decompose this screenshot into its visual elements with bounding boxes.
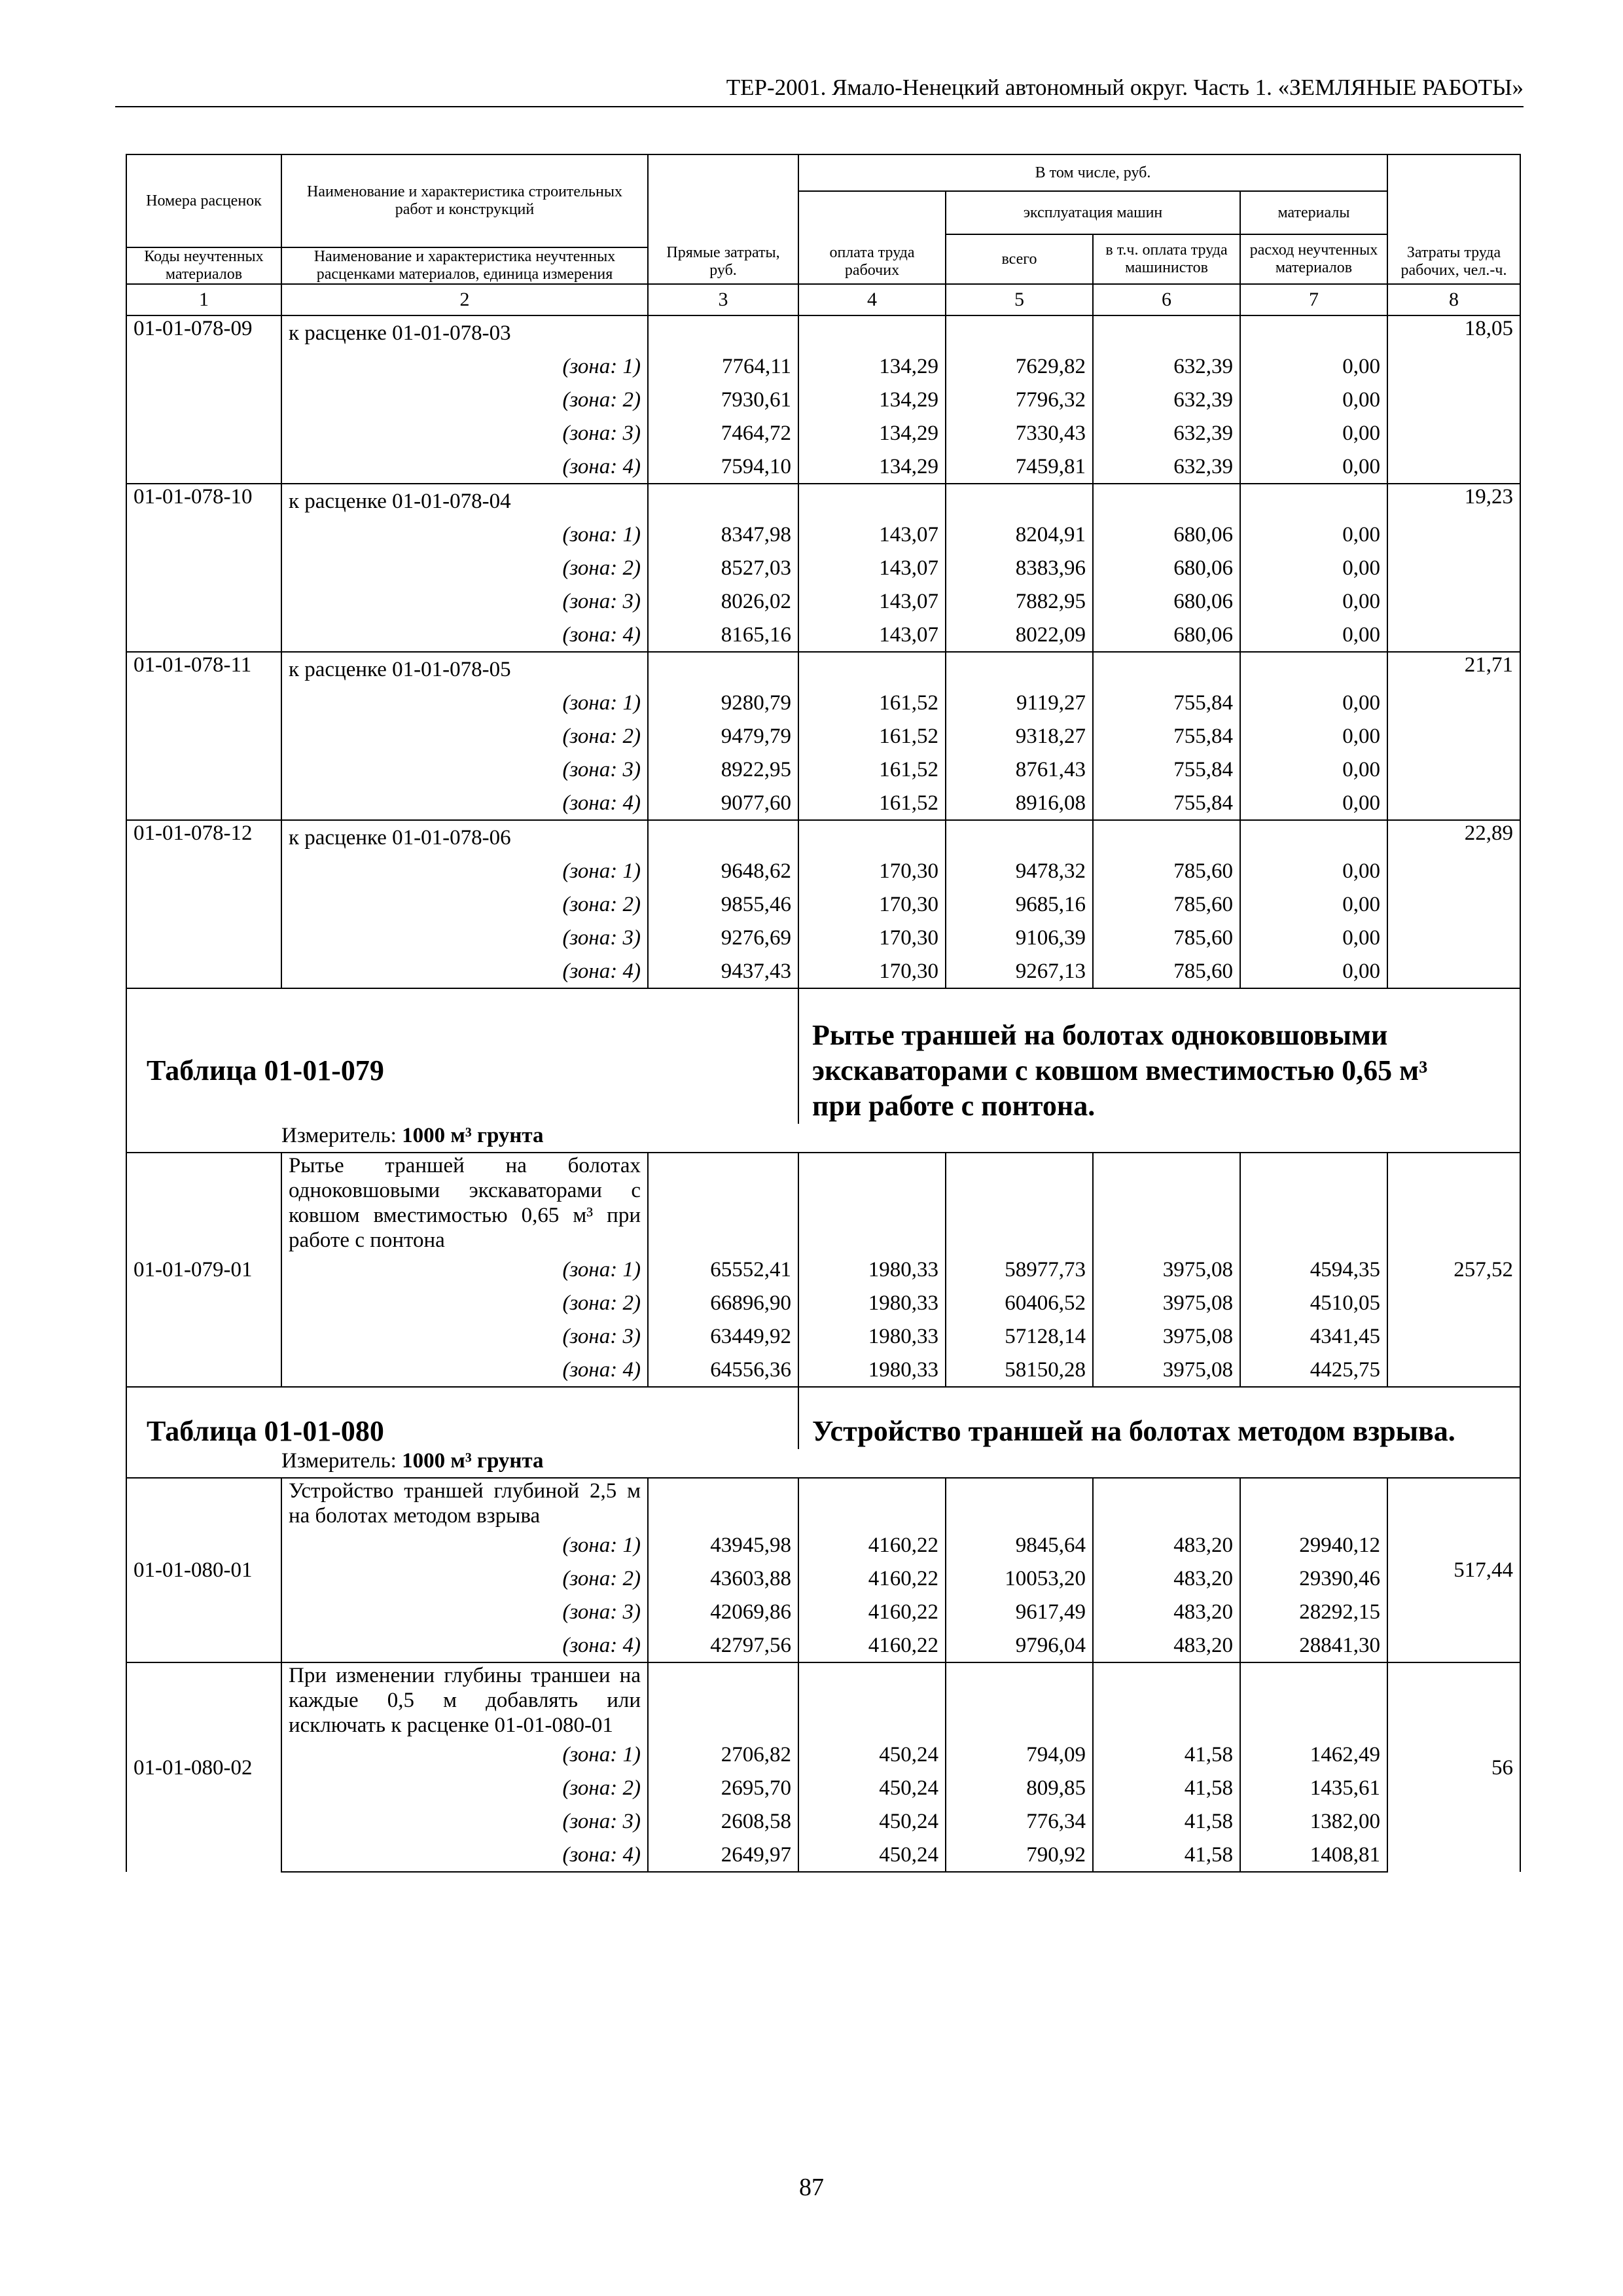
table-title: Таблица 01-01-080 [126,1387,798,1449]
table-row [126,518,1520,551]
rate-name: к расценке 01-01-078-06 [281,820,648,854]
table-row [126,551,1520,584]
wages-cell: 1980,33 [798,1286,946,1319]
table-row [126,315,1520,350]
wages-cell: 161,52 [798,786,946,820]
table-row [126,383,1520,416]
zone-label: (зона: 4) [281,618,648,652]
wages-cell: 4160,22 [798,1595,946,1628]
zone-label: (зона: 3) [281,921,648,954]
table-row [126,1253,1520,1286]
machines-cell: 58977,73 [946,1253,1093,1286]
operators-cell: 483,20 [1093,1628,1240,1662]
materials-cell: 0,00 [1240,350,1387,383]
machines-cell: 8022,09 [946,618,1093,652]
operators-cell: 41,58 [1093,1738,1240,1771]
table-row [126,484,1520,518]
operators-cell [1093,1662,1240,1738]
wages-cell: 4160,22 [798,1528,946,1562]
materials-cell: 0,00 [1240,786,1387,820]
table-row [126,1838,1520,1872]
header-direct: Прямые затраты, руб. [648,154,798,284]
labor-cell: 19,23 [1387,484,1520,652]
machines-cell: 9845,64 [946,1528,1093,1562]
wages-cell: 1980,33 [798,1253,946,1286]
wages-cell: 143,07 [798,518,946,551]
table-row [126,719,1520,753]
machines-cell: 9119,27 [946,686,1093,719]
measure-unit: Измеритель: 1000 м³ грунта [126,1124,1520,1153]
table-row [126,1595,1520,1628]
rate-name: к расценке 01-01-078-04 [281,484,648,518]
wages-cell: 4160,22 [798,1628,946,1662]
table-row [126,888,1520,921]
direct-cost-cell: 65552,41 [648,1253,798,1286]
wages-cell: 450,24 [798,1771,946,1804]
machines-cell: 790,92 [946,1838,1093,1872]
wages-cell: 4160,22 [798,1562,946,1595]
direct-cost-cell: 9276,69 [648,921,798,954]
machines-cell [946,652,1093,686]
direct-cost-cell [648,484,798,518]
rate-code: 01-01-078-10 [126,484,281,652]
column-index: 1 [126,284,281,315]
machines-cell: 7459,81 [946,450,1093,484]
zone-label: (зона: 4) [281,450,648,484]
header-codes: Коды неучтенных материалов [126,247,281,284]
wages-cell: 134,29 [798,416,946,450]
direct-cost-cell: 8922,95 [648,753,798,786]
zone-label: (зона: 2) [281,1771,648,1804]
price-table [126,154,1521,1873]
table-row [126,1628,1520,1662]
rate-code: 01-01-080-02 [126,1662,281,1872]
operators-cell [1093,652,1240,686]
direct-cost-cell: 42069,86 [648,1595,798,1628]
zone-label: (зона: 2) [281,719,648,753]
column-index: 5 [946,284,1093,315]
zone-label: (зона: 1) [281,1253,648,1286]
direct-cost-cell: 2608,58 [648,1804,798,1838]
direct-cost-cell: 9077,60 [648,786,798,820]
direct-cost-cell: 7464,72 [648,416,798,450]
machines-cell: 57128,14 [946,1319,1093,1353]
column-index: 6 [1093,284,1240,315]
wages-cell: 161,52 [798,686,946,719]
table-row [126,1738,1520,1771]
zone-label: (зона: 3) [281,584,648,618]
table-row [126,1528,1520,1562]
zone-label: (зона: 3) [281,1595,648,1628]
table-01-01-079-heading [126,988,1520,1124]
zone-label: (зона: 2) [281,1286,648,1319]
rate-code: 01-01-078-12 [126,820,281,988]
table-row [126,584,1520,618]
direct-cost-cell: 9479,79 [648,719,798,753]
direct-cost-cell: 2706,82 [648,1738,798,1771]
zone-label: (зона: 4) [281,954,648,988]
zone-label: (зона: 1) [281,854,648,888]
operators-cell: 483,20 [1093,1528,1240,1562]
labor-cell: 21,71 [1387,652,1520,820]
wages-cell [798,1153,946,1253]
header-materials: материалы [1240,191,1387,234]
direct-cost-cell [648,1662,798,1738]
direct-cost-cell: 7764,11 [648,350,798,383]
materials-cell: 29940,12 [1240,1528,1387,1562]
operators-cell: 3975,08 [1093,1253,1240,1286]
wages-cell: 170,30 [798,921,946,954]
direct-cost-cell: 8026,02 [648,584,798,618]
wages-cell: 450,24 [798,1804,946,1838]
machines-cell: 9106,39 [946,921,1093,954]
machines-cell: 7882,95 [946,584,1093,618]
machines-cell: 9796,04 [946,1628,1093,1662]
direct-cost-cell: 7930,61 [648,383,798,416]
zone-label: (зона: 4) [281,786,648,820]
rate-code: 01-01-078-09 [126,315,281,484]
materials-cell: 0,00 [1240,686,1387,719]
zone-label: (зона: 4) [281,1353,648,1387]
rate-name: к расценке 01-01-078-03 [281,315,648,350]
machines-cell: 60406,52 [946,1286,1093,1319]
header-wages: оплата труда рабочих [798,191,946,284]
table-description: Рытье траншей на болотах одноковшовыми экскаваторами с ковшом вместимостью 0,65 м³ при работе с понтона. [798,988,1520,1124]
column-index: 2 [281,284,648,315]
zone-label: (зона: 3) [281,1804,648,1838]
labor-cell: 56 [1387,1662,1520,1872]
materials-cell: 4425,75 [1240,1353,1387,1387]
table-row [126,753,1520,786]
machines-cell: 9267,13 [946,954,1093,988]
table-row [126,1319,1520,1353]
materials-cell [1240,1662,1387,1738]
materials-cell: 1382,00 [1240,1804,1387,1838]
operators-cell [1093,484,1240,518]
table-row [126,618,1520,652]
column-index: 4 [798,284,946,315]
table-01-01-080-heading [126,1387,1520,1449]
zone-label: (зона: 2) [281,551,648,584]
direct-cost-cell: 42797,56 [648,1628,798,1662]
direct-cost-cell: 8347,98 [648,518,798,551]
direct-cost-cell: 43945,98 [648,1528,798,1562]
table-row [126,1804,1520,1838]
machines-cell: 8204,91 [946,518,1093,551]
wages-cell: 134,29 [798,350,946,383]
table-row [126,1662,1520,1738]
page-number: 87 [799,2174,824,2201]
operators-cell: 632,39 [1093,450,1240,484]
table-row [126,450,1520,484]
operators-cell: 785,60 [1093,854,1240,888]
header-total: всего [946,234,1093,284]
running-header: ТЕР-2001. Ямало-Ненецкий автономный округ. Часть 1. «ЗЕМЛЯНЫЕ РАБОТЫ» [115,73,1524,107]
zone-label: (зона: 1) [281,1528,648,1562]
table-row [126,350,1520,383]
direct-cost-cell: 7594,10 [648,450,798,484]
zone-label: (зона: 3) [281,1319,648,1353]
materials-cell [1240,484,1387,518]
wages-cell: 170,30 [798,888,946,921]
header-including: В том числе, руб. [798,154,1387,191]
operators-cell [1093,820,1240,854]
materials-cell: 0,00 [1240,450,1387,484]
operators-cell [1093,1153,1240,1253]
operators-cell: 785,60 [1093,954,1240,988]
table-row [126,786,1520,820]
rate-name: Устройство траншей глубиной 2,5 м на болотах методом взрыва [281,1478,648,1528]
wages-cell [798,820,946,854]
labor-cell: 22,89 [1387,820,1520,988]
wages-cell: 161,52 [798,753,946,786]
wages-cell: 143,07 [798,584,946,618]
table-row [126,1562,1520,1595]
machines-cell: 8761,43 [946,753,1093,786]
column-index: 7 [1240,284,1387,315]
wages-cell: 170,30 [798,854,946,888]
zone-label: (зона: 3) [281,753,648,786]
direct-cost-cell [648,1153,798,1253]
wages-cell [798,1662,946,1738]
machines-cell: 10053,20 [946,1562,1093,1595]
wages-cell: 161,52 [798,719,946,753]
materials-cell: 28841,30 [1240,1628,1387,1662]
zone-label: (зона: 1) [281,518,648,551]
direct-cost-cell [648,820,798,854]
machines-cell: 794,09 [946,1738,1093,1771]
header-unaccounted: расход неучтенных материалов [1240,234,1387,284]
materials-cell: 1435,61 [1240,1771,1387,1804]
materials-cell [1240,1478,1387,1528]
measure-unit: Измеритель: 1000 м³ грунта [126,1449,1520,1478]
zone-label: (зона: 1) [281,350,648,383]
wages-cell [798,315,946,350]
operators-cell: 755,84 [1093,786,1240,820]
materials-cell: 4594,35 [1240,1253,1387,1286]
materials-cell: 0,00 [1240,416,1387,450]
operators-cell: 680,06 [1093,518,1240,551]
materials-cell: 0,00 [1240,888,1387,921]
operators-cell [1093,1478,1240,1528]
direct-cost-cell: 9855,46 [648,888,798,921]
materials-cell [1240,652,1387,686]
direct-cost-cell: 43603,88 [648,1562,798,1595]
operators-cell: 632,39 [1093,383,1240,416]
header-numbers: Номера расценок [126,154,281,247]
table-row [126,921,1520,954]
direct-cost-cell: 9280,79 [648,686,798,719]
operators-cell: 3975,08 [1093,1353,1240,1387]
direct-cost-cell [648,652,798,686]
materials-cell: 1408,81 [1240,1838,1387,1872]
materials-cell: 4341,45 [1240,1319,1387,1353]
direct-cost-cell: 2649,97 [648,1838,798,1872]
wages-cell: 134,29 [798,450,946,484]
operators-cell: 680,06 [1093,584,1240,618]
machines-cell: 776,34 [946,1804,1093,1838]
zone-label: (зона: 2) [281,383,648,416]
table-title: Таблица 01-01-079 [126,988,798,1124]
materials-cell: 28292,15 [1240,1595,1387,1628]
materials-cell: 0,00 [1240,551,1387,584]
table-row [126,1478,1520,1528]
operators-cell: 483,20 [1093,1595,1240,1628]
table-row [126,1771,1520,1804]
direct-cost-cell: 8165,16 [648,618,798,652]
rate-code: 01-01-078-11 [126,652,281,820]
table-row [126,854,1520,888]
direct-cost-cell [648,315,798,350]
materials-cell: 0,00 [1240,954,1387,988]
zone-label: (зона: 3) [281,416,648,450]
machines-cell [946,1662,1093,1738]
direct-cost-cell: 9437,43 [648,954,798,988]
operators-cell: 41,58 [1093,1804,1240,1838]
table-01-01-080-body [126,1478,1520,1872]
materials-cell: 0,00 [1240,584,1387,618]
wages-cell: 134,29 [798,383,946,416]
machines-cell: 7629,82 [946,350,1093,383]
table-01-01-079-body [126,1153,1520,1387]
direct-cost-cell [648,1478,798,1528]
direct-cost-cell: 2695,70 [648,1771,798,1804]
operators-cell: 41,58 [1093,1771,1240,1804]
machines-cell: 9478,32 [946,854,1093,888]
machines-cell: 9685,16 [946,888,1093,921]
operators-cell [1093,315,1240,350]
rate-name: При изменении глубины траншеи на каждые 0,5 м добавлять или исключать к расценке 01-01-080-01 [281,1662,648,1738]
operators-cell: 3975,08 [1093,1319,1240,1353]
table-row [126,1353,1520,1387]
wages-cell [798,484,946,518]
machines-cell: 809,85 [946,1771,1093,1804]
table-description: Устройство траншей на болотах методом взрыва. [798,1387,1520,1449]
operators-cell: 3975,08 [1093,1286,1240,1319]
wages-cell: 450,24 [798,1738,946,1771]
materials-cell: 0,00 [1240,719,1387,753]
operators-cell: 755,84 [1093,686,1240,719]
direct-cost-cell: 9648,62 [648,854,798,888]
direct-cost-cell: 8527,03 [648,551,798,584]
zone-label: (зона: 2) [281,1562,648,1595]
header-operators: в т.ч. оплата труда машинистов [1093,234,1240,284]
materials-cell [1240,315,1387,350]
machines-cell: 7796,32 [946,383,1093,416]
operators-cell: 785,60 [1093,921,1240,954]
rate-name: к расценке 01-01-078-05 [281,652,648,686]
machines-cell: 9318,27 [946,719,1093,753]
zone-label: (зона: 2) [281,888,648,921]
operators-cell: 755,84 [1093,753,1240,786]
wages-cell [798,1478,946,1528]
zone-label: (зона: 1) [281,686,648,719]
operators-cell: 483,20 [1093,1562,1240,1595]
wages-cell: 1980,33 [798,1319,946,1353]
zone-label: (зона: 4) [281,1628,648,1662]
machines-cell: 8383,96 [946,551,1093,584]
table-row [126,820,1520,854]
operators-cell: 785,60 [1093,888,1240,921]
materials-cell: 0,00 [1240,518,1387,551]
zone-label: (зона: 4) [281,1838,648,1872]
machines-cell: 8916,08 [946,786,1093,820]
labor-cell: 517,44 [1387,1478,1520,1662]
header-name-materials: Наименование и характеристика неучтенных расценками материалов, единица измерения [281,247,648,284]
column-index: 3 [648,284,798,315]
table-row [126,686,1520,719]
column-index: 8 [1387,284,1520,315]
header-labor: Затраты труда рабочих, чел.-ч. [1387,154,1520,284]
direct-cost-cell: 66896,90 [648,1286,798,1319]
direct-cost-cell: 63449,92 [648,1319,798,1353]
direct-cost-cell: 64556,36 [648,1353,798,1387]
machines-cell: 58150,28 [946,1353,1093,1387]
operators-cell: 680,06 [1093,551,1240,584]
materials-cell: 0,00 [1240,753,1387,786]
wages-cell: 450,24 [798,1838,946,1872]
rate-code: 01-01-079-01 [126,1153,281,1387]
machines-cell: 7330,43 [946,416,1093,450]
operators-cell: 680,06 [1093,618,1240,652]
wages-cell: 143,07 [798,551,946,584]
materials-cell: 1462,49 [1240,1738,1387,1771]
machines-cell [946,1478,1093,1528]
table-row [126,416,1520,450]
operators-cell: 41,58 [1093,1838,1240,1872]
operators-cell: 755,84 [1093,719,1240,753]
machines-cell [946,484,1093,518]
machines-cell [946,315,1093,350]
labor-cell: 18,05 [1387,315,1520,484]
materials-cell: 0,00 [1240,854,1387,888]
operators-cell: 632,39 [1093,416,1240,450]
header-name: Наименование и характеристика строительных работ и конструкций [281,154,648,247]
zone-label: (зона: 1) [281,1738,648,1771]
table-row [126,652,1520,686]
machines-cell [946,1153,1093,1253]
materials-cell: 0,00 [1240,618,1387,652]
wages-cell [798,652,946,686]
table-01-01-078-body [126,315,1520,988]
machines-cell: 9617,49 [946,1595,1093,1628]
labor-cell: 257,52 [1387,1153,1520,1387]
materials-cell: 0,00 [1240,383,1387,416]
wages-cell: 143,07 [798,618,946,652]
materials-cell: 4510,05 [1240,1286,1387,1319]
table-row [126,954,1520,988]
table-row [126,1153,1520,1253]
header-machines: эксплуатация машин [946,191,1240,234]
rate-code: 01-01-080-01 [126,1478,281,1662]
operators-cell: 632,39 [1093,350,1240,383]
materials-cell [1240,1153,1387,1253]
wages-cell: 170,30 [798,954,946,988]
table-row [126,1286,1520,1319]
rate-name: Рытье траншей на болотах одноковшовыми экскаваторами с ковшом вместимостью 0,65 м³ при работе с понтона [281,1153,648,1253]
materials-cell: 0,00 [1240,921,1387,954]
materials-cell: 29390,46 [1240,1562,1387,1595]
wages-cell: 1980,33 [798,1353,946,1387]
machines-cell [946,820,1093,854]
materials-cell [1240,820,1387,854]
